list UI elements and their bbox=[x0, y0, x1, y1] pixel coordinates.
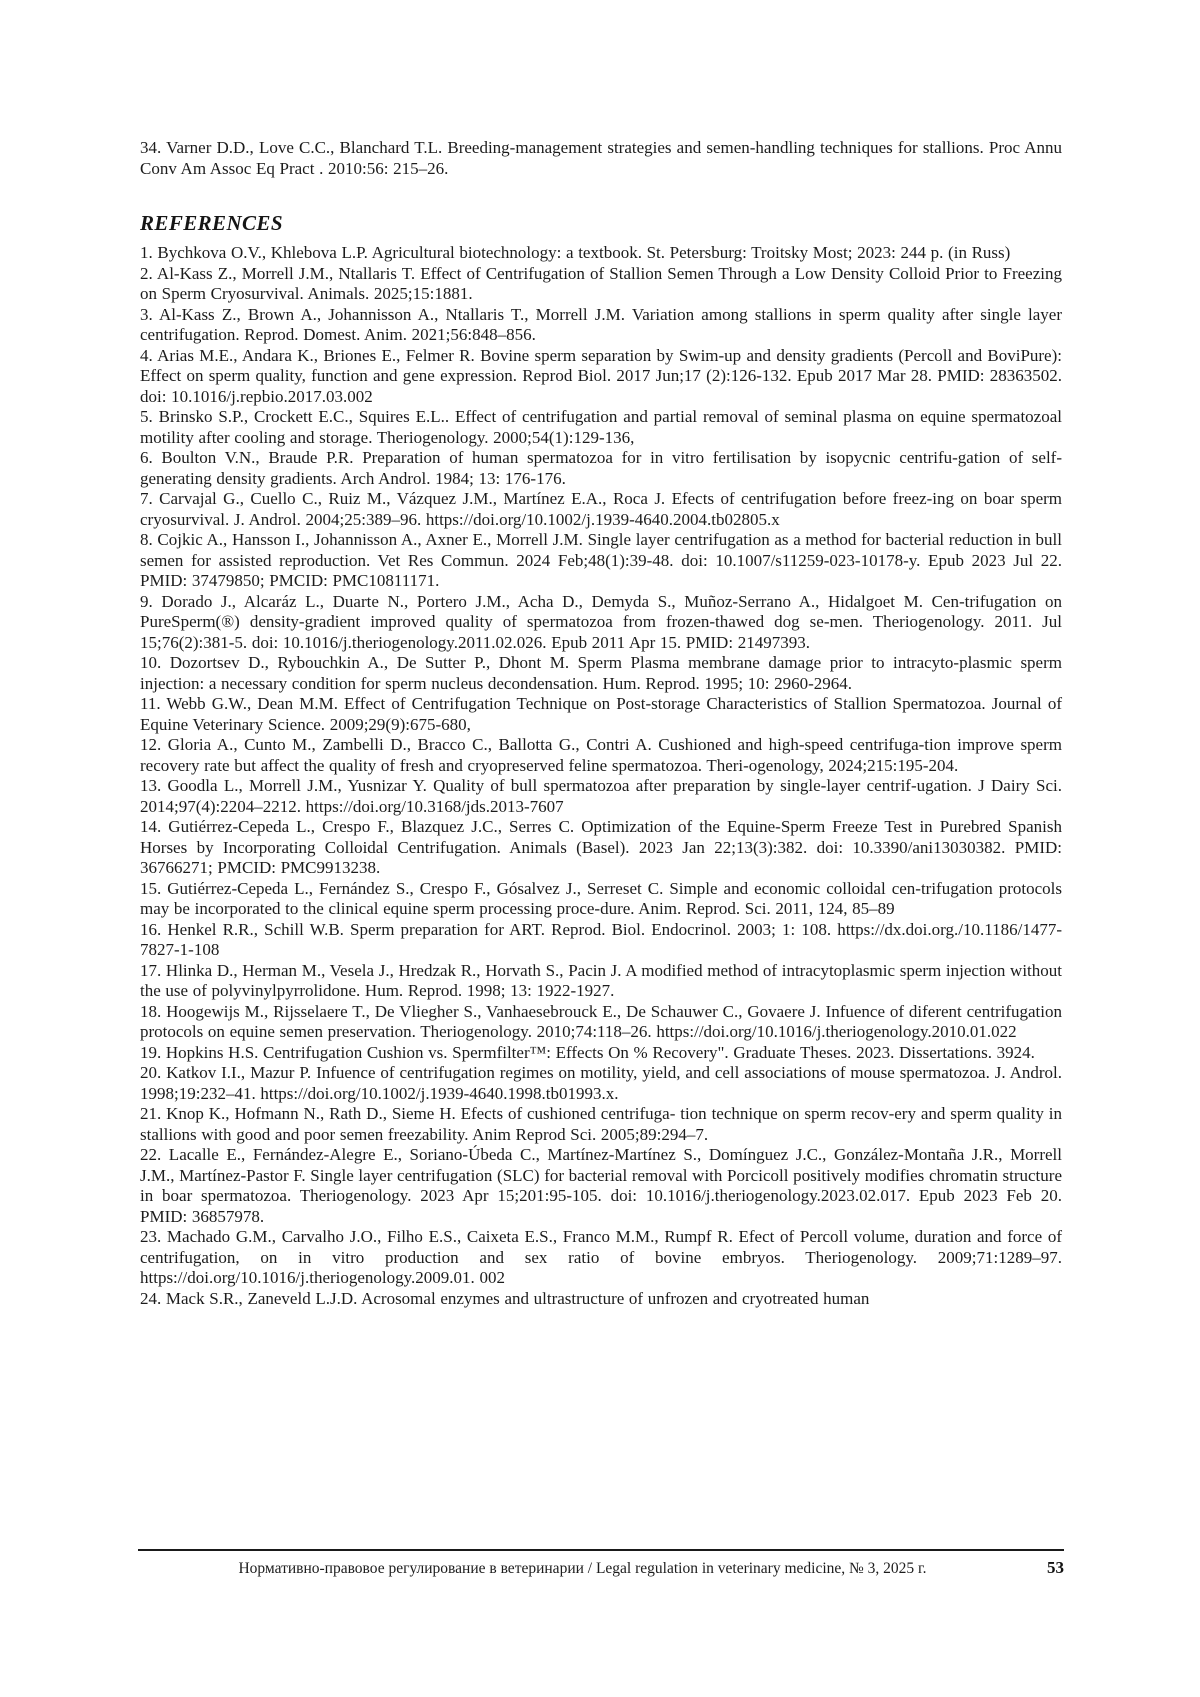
references-heading: REFERENCES bbox=[140, 211, 283, 235]
reference-item: 16. Henkel R.R., Schill W.B. Sperm preparation for ART. Reprod. Biol. Endocrinol. 2003; 1: 108. https://dx.doi.org./10.1186/1477-7827-1-108 bbox=[140, 919, 1062, 959]
reference-item: 24. Mack S.R., Zaneveld L.J.D. Acrosomal enzymes and ultrastructure of unfrozen and cryotreated human bbox=[140, 1288, 870, 1308]
reference-item: 5. Brinsko S.P., Crockett E.C., Squires E.L.. Effect of centrifugation and partial removal of seminal plasma on equine spermatozoal motility after cooling and storage. Theriogenology. 2000;54(1):129-136, bbox=[140, 407, 1062, 447]
reference-item: 7. Carvajal G., Cuello C., Ruiz M., Vázquez J.M., Martínez E.A., Roca J. Efects of centrifugation before freez-ing on boar sperm cryosurvival. J. Androl. 2004;25:389–96. https://doi.org/10.1002/j.1939-4640.2004.tb02805.x bbox=[140, 489, 1062, 529]
footer-page-number: 53 bbox=[1047, 1558, 1064, 1577]
reference-item: 6. Boulton V.N., Braude P.R. Preparation of human spermatozoa for in vitro fertilisation by isopycnic centrifu-gation of self-generating density gradients. Arch Androl. 1984; 13: 176-176. bbox=[140, 448, 1062, 488]
reference-item: 10. Dozortsev D., Rybouchkin A., De Sutter P., Dhont M. Sperm Plasma membrane damage prior to intracyto-plasmic sperm injection: a necessary condition for sperm nucleus decondensation. Hum. Reprod. 1995; 10: 2960-2964. bbox=[140, 653, 1062, 693]
reference-item: 8. Cojkic A., Hansson I., Johannisson A., Axner E., Morrell J.M. Single layer centrifugation as a method for bacterial reduction in bull semen for assisted reproduction. Vet Res Commun. 2024 Feb;48(1):39-48. doi: 10.1007/s11259-023-10178-y. Epub 2023 Jul 22. PMID: 37479850; PMCID: PMC10811171. bbox=[140, 530, 1062, 590]
reference-item: 14. Gutiérrez-Cepeda L., Crespo F., Blazquez J.C., Serres C. Optimization of the Equine-Sperm Freeze Test in Purebred Spanish Horses by Incorporating Colloidal Centrifugation. Animals (Basel). 2023 Jan 22;13(3):382. doi: 10.3390/ani13030382. PMID: 36766271; PMCID: PMC9913238. bbox=[140, 817, 1062, 877]
reference-item: 1. Bychkova O.V., Khlebova L.P. Agricultural biotechnology: a textbook. St. Petersburg: Troitsky Most; 2023: 244 p. (in Russ) bbox=[140, 243, 1011, 262]
page-footer bbox=[138, 1549, 1064, 1578]
reference-item: 12. Gloria A., Cunto M., Zambelli D., Bracco C., Ballotta G., Contri A. Cushioned and high-speed centrifuga-tion improve sperm recovery rate but affect the quality of fresh and cryopreserved feline spermatozoa. Theri-ogenology, 2024;215:195-204. bbox=[140, 735, 1062, 775]
reference-item: 23. Machado G.M., Carvalho J.O., Filho E.S., Caixeta E.S., Franco M.M., Rumpf R. Efect of Percoll volume, duration and force of centrifugation, on in vitro production and sex ratio of bovine embryos. Theriogenology. 2009;71:1289–97. https://doi.org/10.1016/j.theriogenology.2009.01. 002 bbox=[140, 1227, 1062, 1287]
reference-item: 17. Hlinka D., Herman M., Vesela J., Hredzak R., Horvath S., Pacin J. A modified method of intracytoplasmic sperm injection without the use of polyvinylpyrrolidone. Hum. Reprod. 1998; 13: 1922-1927. bbox=[140, 960, 1062, 1000]
reference-item: 20. Katkov I.I., Mazur P. Infuence of centrifugation regimes on motility, yield, and cell associations of mouse spermatozoa. J. Androl. 1998;19:232–41. https://doi.org/10.1002/j.1939-4640.1998.tb01993.x. bbox=[140, 1063, 1062, 1103]
footer-row bbox=[138, 1558, 1064, 1578]
reference-item: 15. Gutiérrez-Cepeda L., Fernández S., Crespo F., Gósalvez J., Serreset C. Simple and economic colloidal cen-trifugation protocols may be incorporated to the clinical equine sperm processing proce-dure. Anim. Reprod. Sci. 2011, 124, 85–89 bbox=[140, 878, 1062, 918]
reference-item: 2. Al-Kass Z., Morrell J.M., Ntallaris T. Effect of Centrifugation of Stallion Semen Through a Low Density Colloid Prior to Freezing on Sperm Cryosurvival. Animals. 2025;15:1881. bbox=[140, 263, 1062, 303]
carryover-reference: 34. Varner D.D., Love C.C., Blanchard T.L. Breeding-management strategies and semen-handling techniques for stallions. Proc Annu Conv Am Assoc Eq Pract . 2010:56: 215–26. bbox=[140, 138, 1062, 178]
footer-journal-line: Нормативно-правовое регулирование в ветеринарии / Legal regulation in veterinary medicine, № 3, 2025 г. bbox=[238, 1560, 927, 1577]
footer-rule bbox=[138, 1549, 1064, 1551]
reference-item: 18. Hoogewijs M., Rijsselaere T., De Vliegher S., Vanhaesebrouck E., De Schauwer C., Govaere J. Infuence of diferent centrifugation protocols on equine semen preservation. Theriogenology. 2010;74:118–26. https://doi.org/10.1016/j.theriogenology.2010.01.022 bbox=[140, 1001, 1062, 1041]
reference-list bbox=[140, 243, 1062, 1309]
reference-item: 4. Arias M.E., Andara K., Briones E., Felmer R. Bovine sperm separation by Swim-up and density gradients (Percoll and BoviPure): Effect on sperm quality, function and gene expression. Reprod Biol. 2017 Jun;17 (2):126-132. Epub 2017 Mar 28. PMID: 28363502. doi: 10.1016/j.repbio.2017.03.002 bbox=[140, 345, 1062, 406]
reference-item: 19. Hopkins H.S. Centrifugation Cushion vs. Spermfilter™: Effects On % Recovery". Graduate Theses. 2023. Dissertations. 3924. bbox=[140, 1042, 1035, 1062]
reference-item: 21. Knop K., Hofmann N., Rath D., Sieme H. Efects of cushioned centrifuga- tion technique on sperm recov-ery and sperm quality in stallions with good and poor semen freezability. Anim Reprod Sci. 2005;89:294–7. bbox=[140, 1104, 1062, 1144]
reference-item: 11. Webb G.W., Dean M.M. Effect of Centrifugation Technique on Post-storage Characteristics of Stallion Spermatozoa. Journal of Equine Veterinary Science. 2009;29(9):675-680, bbox=[140, 694, 1062, 734]
reference-item: 3. Al-Kass Z., Brown A., Johannisson A., Ntallaris T., Morrell J.M. Variation among stallions in sperm quality after single layer centrifugation. Reprod. Domest. Anim. 2021;56:848–856. bbox=[140, 304, 1062, 344]
reference-item: 9. Dorado J., Alcaráz L., Duarte N., Portero J.M., Acha D., Demyda S., Muñoz-Serrano A., Hidalgoet M. Cen-trifugation on PureSperm(®) density-gradient improved quality of spermatozoa from frozen-thawed dog se-men. Theriogenology. 2011. Jul 15;76(2):381-5. doi: 10.1016/j.theriogenology.2011.02.026. Epub 2011 Apr 15. PMID: 21497393. bbox=[140, 591, 1062, 652]
document-page bbox=[140, 138, 1062, 1309]
reference-item: 13. Goodla L., Morrell J.M., Yusnizar Y. Quality of bull spermatozoa after preparation by single-layer centrif-ugation. J Dairy Sci. 2014;97(4):2204–2212. https://doi.org/10.3168/jds.2013-7607 bbox=[140, 776, 1062, 816]
reference-item: 22. Lacalle E., Fernández-Alegre E., Soriano-Úbeda C., Martínez-Martínez S., Domínguez J.C., González-Montaña J.R., Morrell J.M., Martínez-Pastor F. Single layer centrifugation (SLC) for bacterial removal with Porcicoll positively modifies chromatin structure in boar spermatozoa. Theriogenology. 2023 Apr 15;201:95-105. doi: 10.1016/j.theriogenology.2023.02.017. Epub 2023 Feb 20. PMID: 36857978. bbox=[140, 1145, 1062, 1226]
